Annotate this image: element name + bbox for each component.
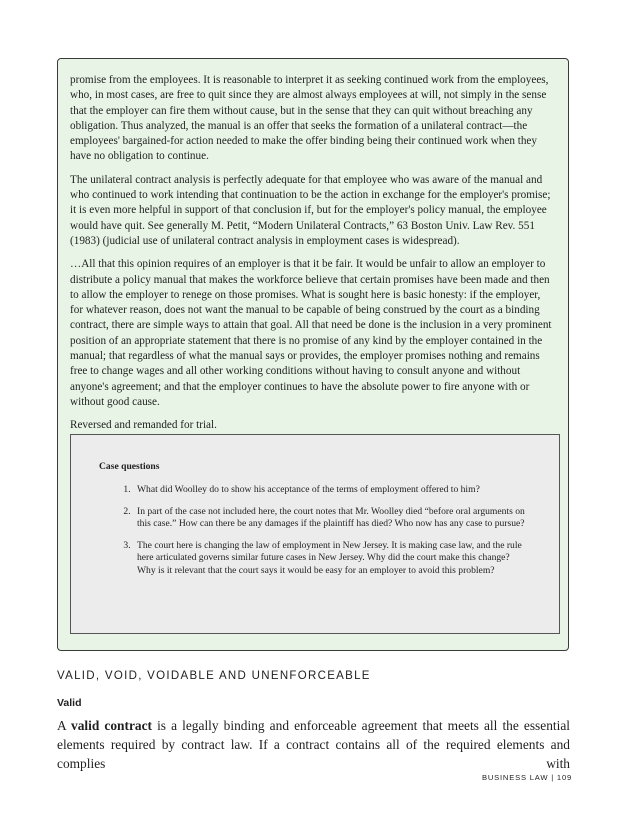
case-questions-list — [99, 484, 529, 577]
footer-book-title: BUSINESS LAW — [482, 773, 549, 782]
para-prefix: A — [57, 718, 72, 733]
case-questions-box — [70, 434, 560, 634]
case-question-3: 3. The court here is changing the law of employment in New Jersey. It is making case law, and the rule here articulated governs similar future cases in New Jersey. Why did the court make this change? Why is it relevant that the court says it would be easy for an employer to avoid this problem? — [133, 540, 529, 578]
case-paragraph-4: Reversed and remanded for trial. — [70, 419, 217, 432]
case-paragraph-2: The unilateral contract analysis is perfectly adequate for that employee who was aware of the manual and who continued to work intending that continuation to be the action in exchange for the employer's promise; it is even more helpful in support of that conclusion if, but for the employer's policy manual, the employee would have quit. See generally M. Petit, “Modern Unilateral Contracts,” 63 Boston Univ. Law Rev. 551 (1983) (judicial use of unilateral contract analysis in employment cases is widespread). — [70, 173, 551, 247]
section-heading: VALID, VOID, VOIDABLE AND UNENFORCEABLE — [57, 670, 371, 682]
para-rest: is a legally binding and enforceable agreement that meets all the essential elements required by contract law. If a contract contains all of the required elements and complies with — [57, 718, 571, 771]
case-questions-title: Case questions — [99, 461, 160, 472]
valid-contract-term: valid contract — [71, 718, 152, 733]
footer-separator: | — [551, 773, 554, 782]
sub-heading-valid: Valid — [57, 697, 82, 709]
case-excerpt-box — [57, 58, 569, 651]
page-footer — [482, 773, 572, 782]
case-paragraph-3: …All that this opinion requires of an employer is that it be fair. It would be unfair to allow an employer to distribute a policy manual that makes the workforce believe that certain promises have been made and then to allow the employer to renege on those promises. What is sought here is basic honesty: if the employer, for whatever reason, does not want the manual to be capable of being construed by the court as a binding contract, there are simple ways to attain that goal. All that need be done is the inclusion in a very prominent position of an appropriate statement that there is no promise of any kind by the employer contained in the manual; that regardless of what the manual says or provides, the employer promises nothing and remains free to change wages and all other working conditions without having to consult anyone and without anyone's agreement; and that the employer continues to have the absolute power to fire anyone with or without good cause. — [70, 258, 552, 408]
footer-page-number: 109 — [556, 773, 572, 782]
case-question-2: 2. In part of the case not included here, the court notes that Mr. Woolley died “before oral arguments on this case.” How can there be any damages if the plaintiff has died? Who now has any case to pursue? — [133, 506, 529, 531]
case-paragraph-1: promise from the employees. It is reasonable to interpret it as seeking continued work from the employees, who, in most cases, are free to quit since they are almost always employees at will, not simply in the sense that the employer can fire them without cause, but in the sense that they can quit without breaching any obligation. Thus analyzed, the manual is an offer that seeks the formation of a unilateral contract—the employees' bargained-for action needed to make the offer binding being their continued work when they have no obligation to continue. — [70, 74, 549, 163]
case-question-1: 1. What did Woolley do to show his acceptance of the terms of employment offered to him? — [133, 484, 529, 497]
valid-contract-paragraph — [57, 716, 570, 773]
